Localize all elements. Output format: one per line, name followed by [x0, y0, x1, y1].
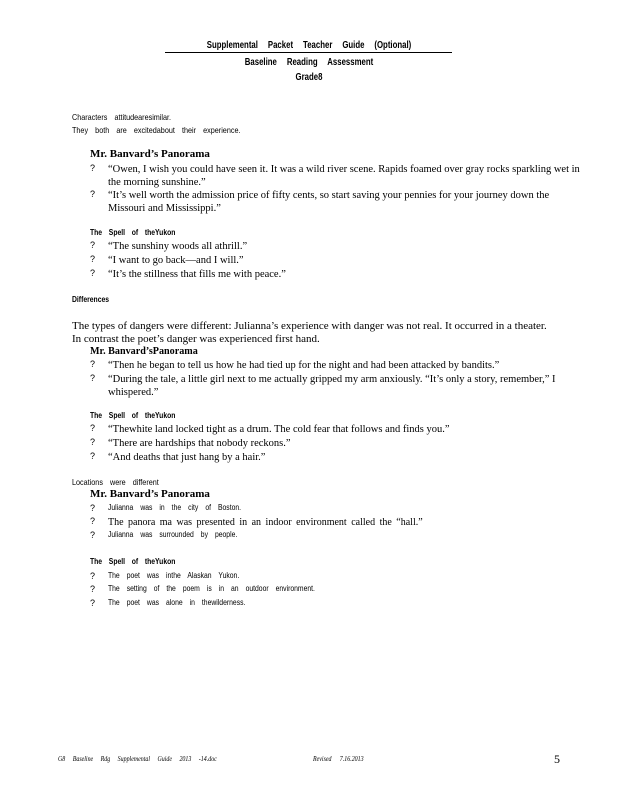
quote-text: “It’s the stillness that fills me with peace.” [108, 269, 286, 280]
bullet-icon: ? [90, 373, 96, 383]
bullet-icon: ? [90, 240, 96, 250]
locations-panorama-heading: Mr. Banvard’s Panorama [90, 488, 210, 500]
document-subtitle: Baseline Reading Assessment [244, 57, 374, 68]
quote-text: “Then he began to tell us how he had tied up for the night and had been attacked by bandits.” [108, 360, 500, 371]
bullet-icon: ? [90, 254, 96, 264]
bullet-icon: ? [90, 530, 96, 540]
quote-text: “Owen, I wish you could have seen it. It was a wild river scene. Rapids foamed over gray rocks sparkling wet in the morning sunshine.” [108, 164, 580, 188]
document-grade: Grade8 [295, 72, 323, 83]
differences-heading: Differences [72, 294, 110, 304]
differences-paragraph-line-1: The types of dangers were different: Julianna’s experience with danger was not real. It occurred in a theater. [72, 320, 547, 332]
bullet-icon: ? [90, 516, 96, 526]
bullet-icon: ? [90, 503, 96, 513]
quote-text: “It’s well worth the admission price of fifty cents, so start saving your pennies for your journey down the Missouri and Mississippi.” [108, 190, 550, 214]
fact-text: The poet was inthe Alaskan Yukon. [108, 571, 240, 580]
fact-text: The panora ma was presented in an indoor environment called the “hall.” [108, 517, 423, 528]
bullet-icon: ? [90, 598, 96, 608]
bullet-icon: ? [90, 359, 96, 369]
similar-panorama-heading: Mr. Banvard’s Panorama [90, 148, 210, 160]
bullet-icon: ? [90, 268, 96, 278]
bullet-icon: ? [90, 189, 96, 199]
differences-yukon-heading: The Spell of theYukon [90, 410, 176, 420]
differences-paragraph-line-2: In contrast the poet’s danger was experienced first hand. [72, 333, 320, 345]
locations-heading: Locations were different [72, 477, 159, 487]
intro-line-1: Characters attitudearesimilar. [72, 112, 172, 122]
fact-text: The poet was alone in thewilderness. [108, 598, 246, 607]
bullet-icon: ? [90, 571, 96, 581]
differences-panorama-heading: Mr. Banvard’sPanorama [90, 345, 198, 357]
document-title: Supplemental Packet Teacher Guide (Optional) [206, 40, 412, 51]
quote-text: “During the tale, a little girl next to me actually gripped my arm anxiously. “It’s only a story, remember,” I whispered.” [108, 374, 556, 398]
similar-yukon-heading: The Spell of theYukon [90, 227, 176, 237]
quote-text: “I want to go back—and I will.” [108, 255, 244, 266]
fact-text: Julianna was surrounded by people. [108, 530, 238, 539]
quote-text: “Thewhite land locked tight as a drum. The cold fear that follows and finds you.” [108, 424, 450, 435]
page-number: 5 [554, 752, 560, 766]
bullet-icon: ? [90, 437, 96, 447]
bullet-icon: ? [90, 423, 96, 433]
bullet-icon: ? [90, 451, 96, 461]
quote-text: “And deaths that just hang by a hair.” [108, 452, 266, 463]
footer-filename: G8 Baseline Rdg Supplemental Guide 2013 -14.doc [58, 755, 217, 763]
quote-text: “There are hardships that nobody reckons.” [108, 438, 291, 449]
bullet-icon: ? [90, 163, 96, 173]
fact-text: The setting of the poem is in an outdoor environment. [108, 584, 315, 593]
bullet-icon: ? [90, 584, 96, 594]
quote-text: “The sunshiny woods all athrill.” [108, 241, 248, 252]
locations-yukon-heading: The Spell of theYukon [90, 556, 176, 566]
fact-text: Julianna was in the city of Boston. [108, 503, 242, 512]
title-underline [165, 52, 452, 53]
footer-revised-date: Revised 7.16.2013 [313, 755, 364, 763]
intro-line-2: They both are excitedabout their experience. [72, 125, 241, 135]
